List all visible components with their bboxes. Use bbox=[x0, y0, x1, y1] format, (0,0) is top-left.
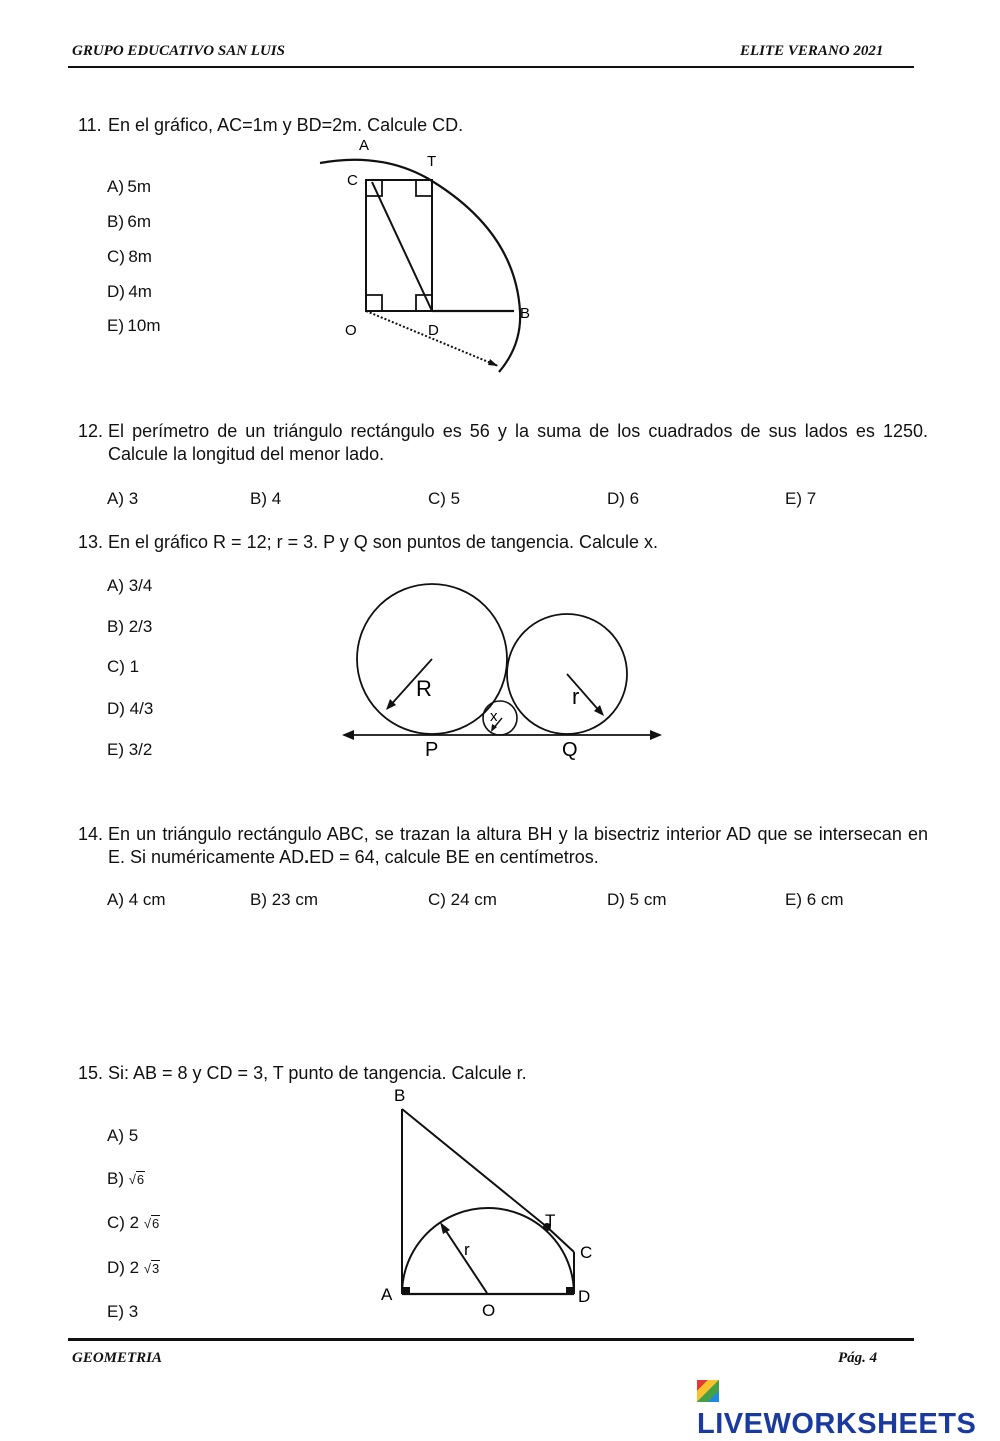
logo-icon bbox=[697, 1380, 719, 1402]
q12-option-b[interactable]: B) 4 bbox=[250, 489, 282, 508]
q14-option-b[interactable]: B) 23 cm bbox=[250, 890, 319, 909]
question-text-part2: ED = 64, calcule BE en centímetros. bbox=[309, 847, 599, 867]
radicand: 3 bbox=[152, 1261, 160, 1276]
footer-rule bbox=[68, 1338, 914, 1341]
arc bbox=[320, 160, 520, 372]
question-number: 15. bbox=[78, 1063, 104, 1083]
right-angle-t bbox=[416, 180, 432, 196]
q11-option-e[interactable]: E) 10m bbox=[107, 316, 161, 335]
question-number: 14. bbox=[78, 824, 104, 844]
question-text: En el gráfico, AC=1m y BD=2m. Calcule CD. bbox=[108, 115, 464, 135]
label-a: A bbox=[359, 137, 370, 154]
q11-option-c[interactable]: C) 8m bbox=[107, 247, 152, 266]
label-b: B bbox=[520, 305, 531, 322]
question-number: 12. bbox=[78, 421, 104, 441]
q15-option-a[interactable]: A) 5 bbox=[107, 1126, 139, 1145]
q13-option-e[interactable]: E) 3/2 bbox=[107, 740, 153, 759]
q12-option-e[interactable]: E) 7 bbox=[785, 489, 817, 508]
radicand: 6 bbox=[152, 1216, 160, 1231]
q12-option-a[interactable]: A) 3 bbox=[107, 489, 139, 508]
right-angle-d bbox=[566, 1287, 574, 1294]
label-c: C bbox=[580, 1243, 593, 1262]
label-b: B bbox=[394, 1086, 406, 1105]
label-o: O bbox=[482, 1301, 496, 1320]
q12-option-d[interactable]: D) 6 bbox=[607, 489, 640, 508]
question-text: El perímetro de un triángulo rectángulo es 56 y la suma de los cuadrados de sus lados es 1250. Calcule la longitud del menor lado. bbox=[108, 421, 928, 464]
label-d: D bbox=[578, 1287, 591, 1306]
question-number: 11. bbox=[78, 115, 102, 135]
label-r-small: r bbox=[572, 684, 580, 709]
arrow-right bbox=[650, 730, 662, 740]
q13-option-a[interactable]: A) 3/4 bbox=[107, 576, 153, 595]
segment-cd bbox=[372, 182, 432, 311]
option-prefix: B) bbox=[107, 1169, 124, 1188]
small-circle bbox=[483, 701, 517, 735]
q14-option-c[interactable]: C) 24 cm bbox=[428, 890, 497, 909]
q14-option-e[interactable]: E) 6 cm bbox=[785, 890, 844, 909]
q11-option-b[interactable]: B) 6m bbox=[107, 212, 152, 231]
q13-figure bbox=[330, 575, 680, 765]
footer-right: Pág. 4 bbox=[838, 1350, 878, 1366]
q13-option-c[interactable]: C) 1 bbox=[107, 657, 140, 676]
label-p: P bbox=[425, 739, 439, 761]
q15-option-c[interactable] bbox=[107, 1213, 160, 1233]
question-text: En el gráfico R = 12; r = 3. P y Q son puntos de tangencia. Calcule x. bbox=[108, 532, 658, 552]
q11-option-a[interactable]: A) 5m bbox=[107, 177, 152, 196]
label-t: T bbox=[545, 1211, 556, 1230]
header-right: ELITE VERANO 2021 bbox=[740, 43, 884, 59]
header-rule bbox=[68, 66, 914, 68]
logo-text: LIVEWORKSHEETS bbox=[697, 1408, 977, 1440]
sqrt-three: √3 bbox=[143, 1261, 160, 1276]
label-r-big: R bbox=[416, 676, 432, 701]
sqrt-six: √6 bbox=[143, 1216, 160, 1231]
right-angle-a bbox=[402, 1287, 410, 1294]
arrow-head bbox=[440, 1222, 450, 1234]
q12-option-c[interactable]: C) 5 bbox=[428, 489, 461, 508]
q15-figure bbox=[370, 1080, 610, 1325]
question-number: 13. bbox=[78, 532, 104, 552]
label-r: r bbox=[464, 1240, 470, 1259]
liveworksheets-logo bbox=[697, 1375, 1000, 1441]
label-c: C bbox=[347, 172, 358, 189]
option-prefix: D) 2 bbox=[107, 1258, 140, 1277]
q11-figure bbox=[300, 130, 560, 380]
sqrt-six: √6 bbox=[128, 1172, 145, 1187]
arrow-head bbox=[488, 359, 498, 366]
right-angle-d bbox=[416, 295, 432, 311]
question-text: Si: AB = 8 y CD = 3, T punto de tangencia. Calcule r. bbox=[108, 1063, 527, 1083]
arrow-left bbox=[342, 730, 354, 740]
product-dot: . bbox=[304, 847, 310, 867]
radicand: 6 bbox=[136, 1172, 145, 1187]
radius-r bbox=[442, 1225, 487, 1293]
label-t: T bbox=[427, 153, 437, 170]
label-a: A bbox=[381, 1285, 393, 1304]
question-text bbox=[108, 823, 928, 869]
label-o: O bbox=[345, 322, 357, 339]
q15-option-d[interactable] bbox=[107, 1258, 160, 1278]
q15-option-b[interactable] bbox=[107, 1169, 145, 1189]
q15-option-e[interactable]: E) 3 bbox=[107, 1302, 139, 1321]
q11-option-d[interactable]: D) 4m bbox=[107, 282, 152, 301]
q14-option-a[interactable]: A) 4 cm bbox=[107, 890, 166, 909]
option-prefix: C) 2 bbox=[107, 1213, 140, 1232]
label-x: x bbox=[490, 708, 498, 725]
right-angle-o bbox=[366, 295, 382, 311]
footer-left: GEOMETRIA bbox=[72, 1350, 163, 1366]
label-d: D bbox=[428, 322, 439, 339]
label-q: Q bbox=[562, 739, 578, 761]
question-text-part1: En un triángulo rectángulo ABC, se trazan la altura BH y la bisectriz interior AD que se intersecan en E. Si numéricamente AD bbox=[108, 824, 928, 867]
q14-option-d[interactable]: D) 5 cm bbox=[607, 890, 667, 909]
q13-option-b[interactable]: B) 2/3 bbox=[107, 617, 153, 636]
header-left: GRUPO EDUCATIVO SAN LUIS bbox=[72, 43, 285, 59]
q13-option-d[interactable]: D) 4/3 bbox=[107, 699, 154, 718]
